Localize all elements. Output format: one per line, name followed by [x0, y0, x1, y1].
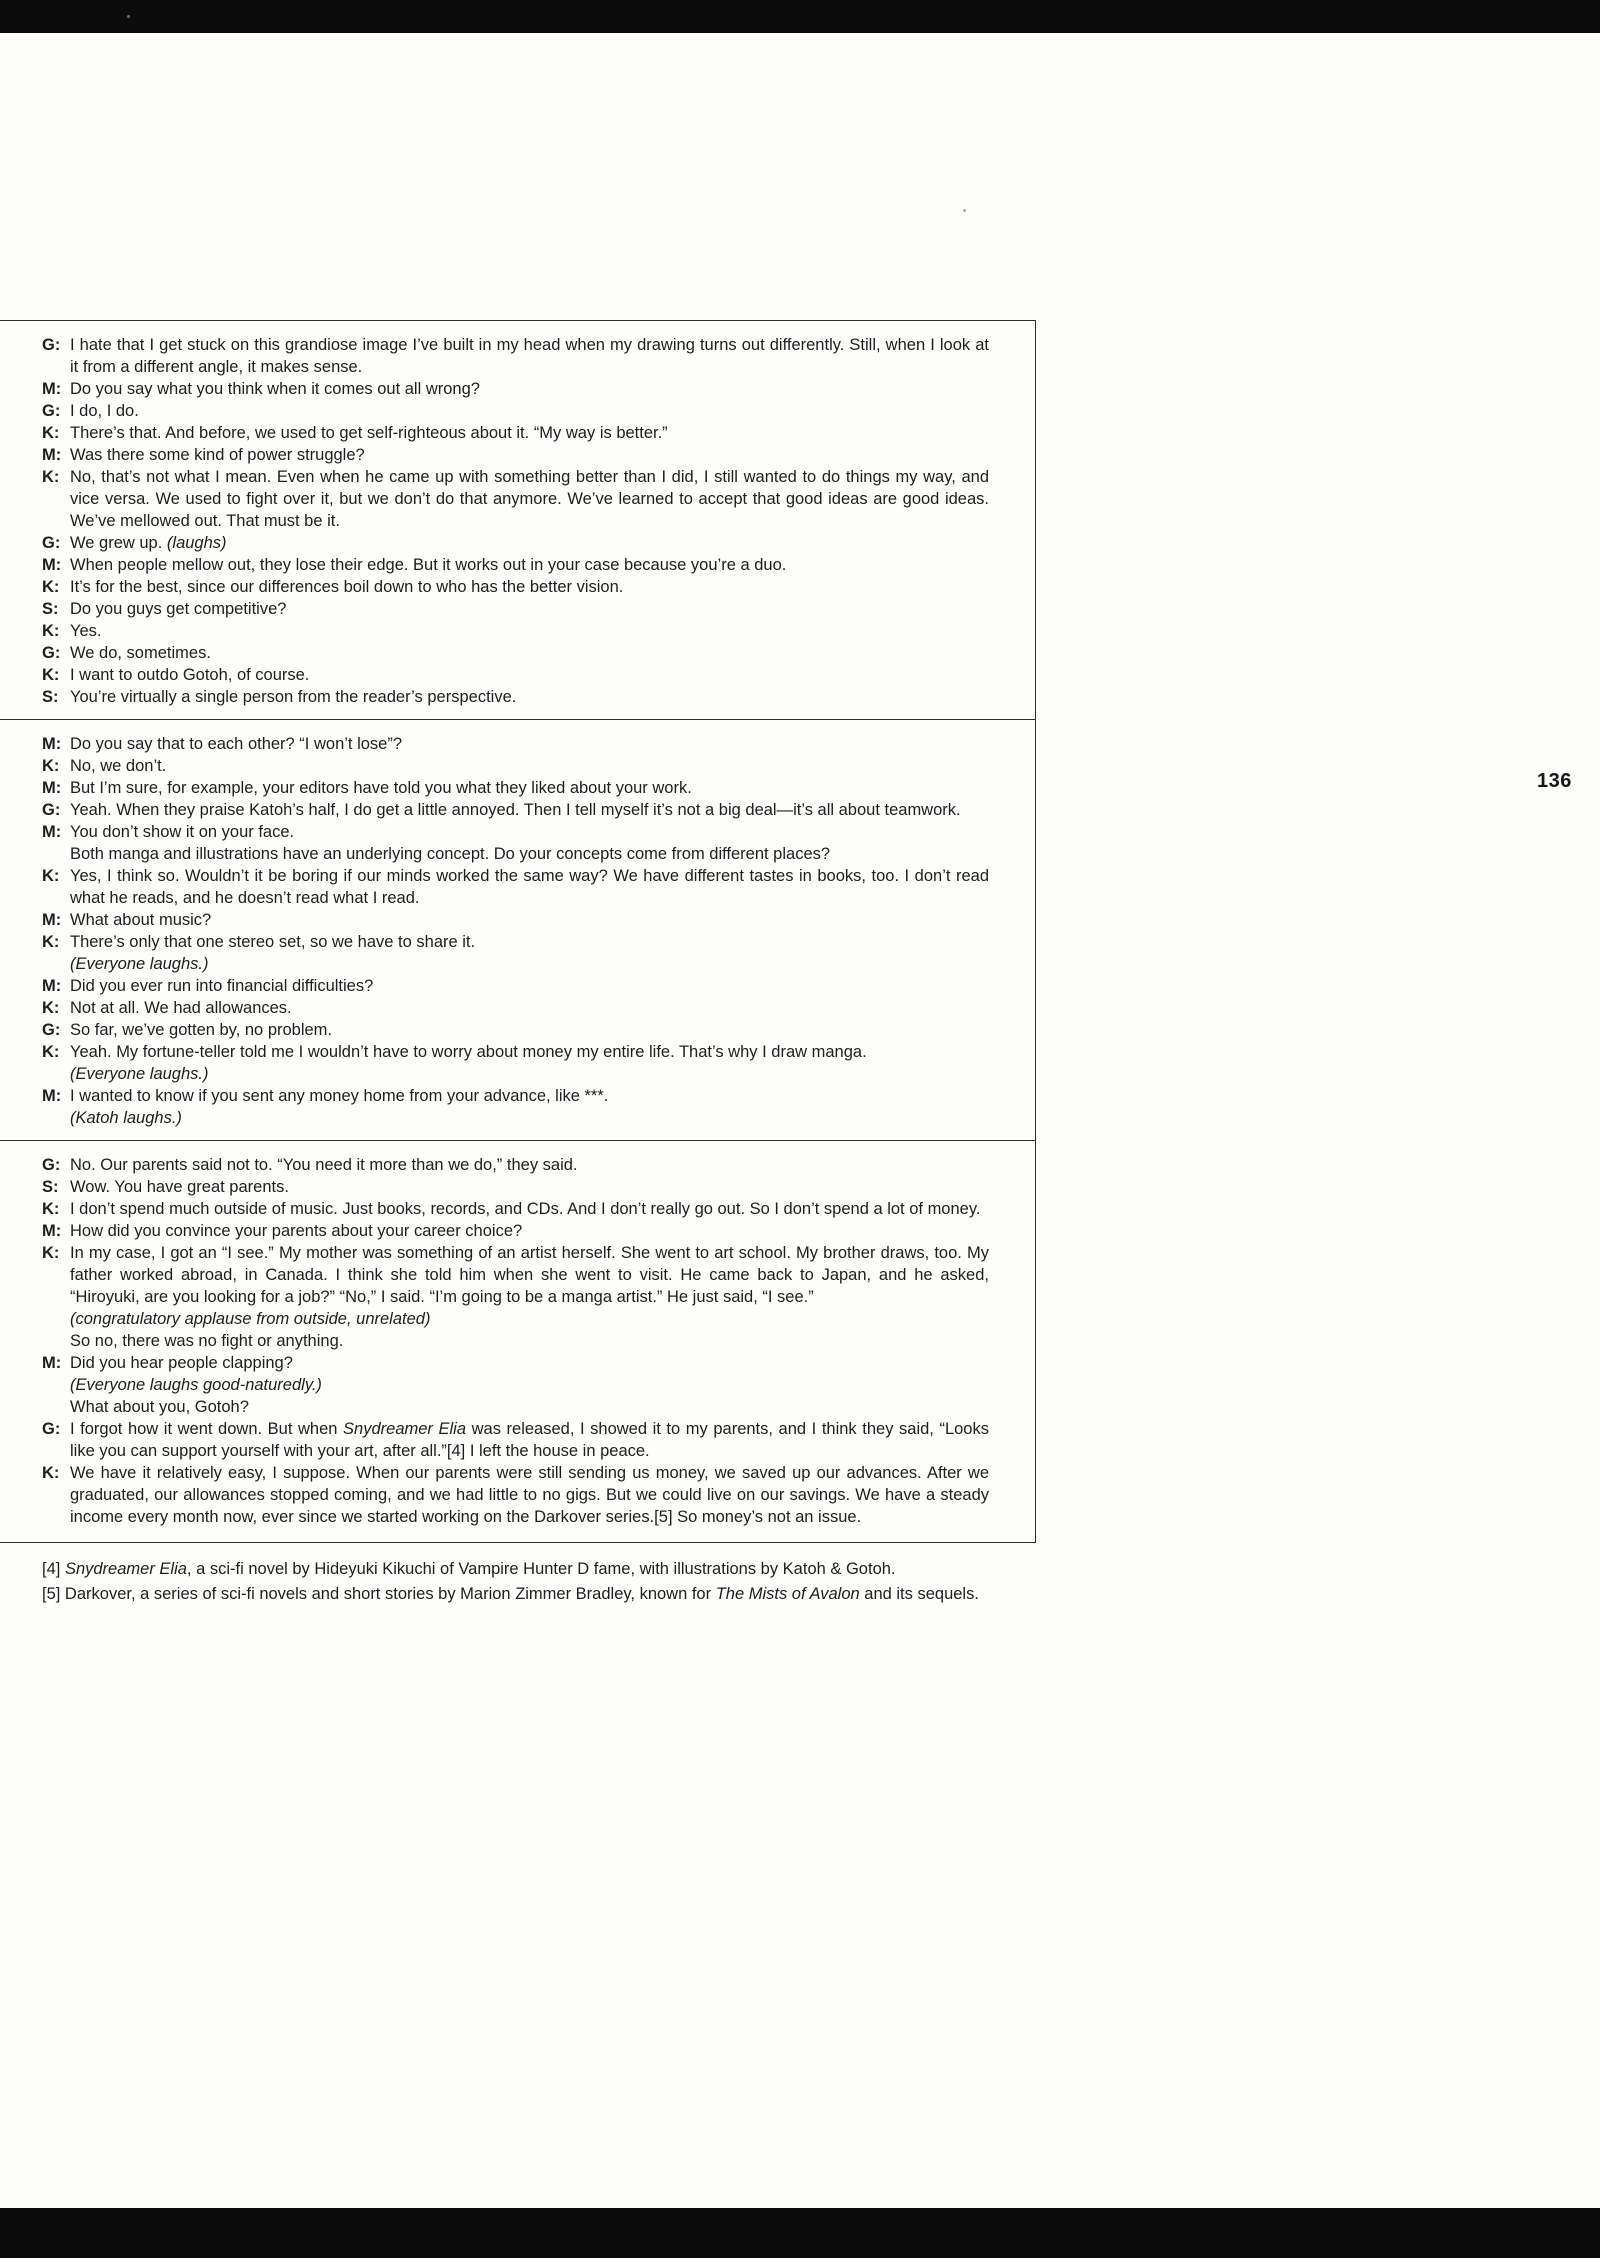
text-segment: So no, there was no fight or anything.: [70, 1332, 344, 1350]
text-segment: Yes, I think so. Wouldn’t it be boring if our minds worked the same way? We have different tastes in books, too. I don’t read what he reads, and he doesn’t read what I read.: [70, 867, 989, 907]
text-segment: You don’t show it on your face.: [70, 823, 295, 841]
speaker-label: K:: [42, 1464, 60, 1482]
dialogue-paragraph: [70, 997, 989, 1019]
text-segment: We grew up.: [70, 534, 167, 552]
text-segment: [5] Darkover, a series of sci-fi novels and short stories by Marion Zimmer Bradley, known for: [42, 1585, 716, 1603]
footnotes: [0, 1557, 1036, 1607]
dialogue-paragraph: [70, 642, 989, 664]
speaker-label: K:: [42, 1043, 60, 1061]
text-segment: , a sci-fi novel by Hideyuki Kikuchi of Vampire Hunter D fame, with illustrations by Katoh & Gotoh.: [186, 1560, 896, 1578]
speaker-label: G:: [42, 644, 61, 662]
speaker-label: G:: [42, 801, 61, 819]
text-segment: was released, I showed it to my parents, and I think they said, “Looks like you can support yourself with your art, after all.”[4] I left the house in peace.: [70, 1420, 989, 1460]
scan-artifact: [127, 15, 130, 18]
text-segment: You’re virtually a single person from the reader’s perspective.: [70, 688, 517, 706]
text-segment: But I’m sure, for example, your editors have told you what they liked about your work.: [70, 779, 692, 797]
speaker-label: S:: [42, 1178, 59, 1196]
speaker-label: M:: [42, 977, 62, 995]
text-segment: [4]: [42, 1560, 65, 1578]
text-segment: I forgot how it went down. But when: [70, 1420, 344, 1438]
speaker-label: K:: [42, 933, 60, 951]
dialogue-entry: [42, 466, 989, 532]
dialogue-paragraph: [70, 755, 989, 777]
dialogue-section: [0, 1140, 1035, 1542]
text-segment: Do you say that to each other? “I won’t lose”?: [70, 735, 403, 753]
text-segment: I wanted to know if you sent any money home from your advance, like ***.: [70, 1087, 609, 1105]
dialogue-paragraph: [70, 664, 989, 686]
dialogue-entry: [42, 975, 989, 997]
dialogue-paragraph: [70, 1418, 989, 1462]
text-segment: We do, sometimes.: [70, 644, 211, 662]
speaker-label: M:: [42, 823, 62, 841]
text-segment: Wow. You have great parents.: [70, 1178, 289, 1196]
dialogue-paragraph: [70, 799, 989, 821]
dialogue-entry: [42, 1154, 989, 1176]
dialogue-entry: [42, 422, 989, 444]
text-segment: When people mellow out, they lose their edge. But it works out in your case because you’re a duo.: [70, 556, 787, 574]
dialogue-entry: [42, 909, 989, 931]
dialogue-entry: [42, 642, 989, 664]
speaker-label: G:: [42, 336, 61, 354]
dialogue-paragraph: [70, 620, 989, 642]
dialogue-section: [0, 321, 1035, 719]
dialogue-paragraph: [70, 532, 989, 554]
speaker-label: M:: [42, 779, 62, 797]
text-segment: Was there some kind of power struggle?: [70, 446, 365, 464]
dialogue-entry: [42, 1462, 989, 1528]
footnote: [42, 1557, 1026, 1582]
text-segment: How did you convince your parents about your career choice?: [70, 1222, 523, 1240]
page-number: 136: [1537, 770, 1572, 792]
speaker-label: S:: [42, 688, 59, 706]
speaker-label: G:: [42, 1420, 61, 1438]
speaker-label: M:: [42, 556, 62, 574]
dialogue-entry: [42, 777, 989, 799]
italic-text-segment: (laughs): [166, 534, 227, 552]
text-segment: No, that’s not what I mean. Even when he came up with something better than I did, I still wanted to do things my way, and vice versa. We used to fight over it, but we don’t do that anymore. We’ve learned to accept that good ideas are good ideas. We’ve mellowed out. That must be it.: [70, 468, 989, 530]
dialogue-paragraph: [70, 1198, 989, 1220]
dialogue-paragraph: [70, 1462, 989, 1528]
speaker-label: M:: [42, 446, 62, 464]
scan-artifact: [963, 209, 966, 212]
text-segment: What about you, Gotoh?: [70, 1398, 249, 1416]
text-segment: In my case, I got an “I see.” My mother was something of an artist herself. She went to art school. My brother draws, too. My father worked abroad, in Canada. I think she told him when she went to visit. He came back to Japan, and he asked, “Hiroyuki, are you looking for a job?” “No,” I said. “I’m going to be a manga artist.” He just said, “I see.”: [70, 1244, 989, 1306]
text-segment: I do, I do.: [70, 402, 139, 420]
speaker-label: K:: [42, 666, 60, 684]
dialogue-entry: [42, 865, 989, 909]
dialogue-section: [0, 719, 1035, 1140]
scan-black-bar-top: [0, 0, 1600, 33]
text-segment: Do you say what you think when it comes out all wrong?: [70, 380, 480, 398]
dialogue-paragraph: [70, 953, 989, 975]
dialogue-entry: [42, 444, 989, 466]
dialogue-frame: [0, 320, 1036, 1543]
dialogue-paragraph: [70, 909, 989, 931]
dialogue-paragraph: [70, 576, 989, 598]
dialogue-paragraph: [70, 1374, 989, 1396]
dialogue-paragraph: [70, 975, 989, 997]
dialogue-paragraph: [70, 777, 989, 799]
dialogue-entry: [42, 799, 989, 821]
speaker-label: M:: [42, 911, 62, 929]
speaker-label: G:: [42, 402, 61, 420]
dialogue-entry: [42, 686, 989, 708]
italic-text-segment: (Everyone laughs good-naturedly.): [70, 1376, 322, 1394]
dialogue-entry: [42, 664, 989, 686]
dialogue-entry: [42, 400, 989, 422]
text-segment: There’s only that one stereo set, so we have to share it.: [70, 933, 476, 951]
dialogue-entry: [42, 1352, 989, 1418]
dialogue-paragraph: [70, 1041, 989, 1063]
dialogue-entry: [42, 576, 989, 598]
dialogue-paragraph: [70, 821, 989, 843]
text-segment: We have it relatively easy, I suppose. When our parents were still sending us money, we saved up our advances. After we graduated, our allowances stopped coming, and we had little to no gigs. But we could live on our savings. We have a steady income every month now, ever since we started working on the Darkover series.[5] So money’s not an issue.: [70, 1464, 989, 1526]
text-segment: So far, we’ve gotten by, no problem.: [70, 1021, 333, 1039]
dialogue-entry: [42, 1019, 989, 1041]
dialogue-paragraph: [70, 843, 989, 865]
text-segment: Yes.: [70, 622, 102, 640]
dialogue-entry: [42, 997, 989, 1019]
speaker-label: K:: [42, 999, 60, 1017]
dialogue-paragraph: [70, 554, 989, 576]
text-segment: Yeah. When they praise Katoh’s half, I do get a little annoyed. Then I tell myself it’s not a big deal—it’s all about teamwork.: [70, 801, 961, 819]
speaker-label: K:: [42, 424, 60, 442]
dialogue-paragraph: [70, 1107, 989, 1129]
text-segment: I hate that I get stuck on this grandiose image I’ve built in my head when my drawing turns out differently. Still, when I look at it from a different angle, it makes sense.: [70, 336, 989, 376]
dialogue-paragraph: [70, 865, 989, 909]
dialogue-paragraph: [70, 1242, 989, 1308]
dialogue-entry: [42, 1418, 989, 1462]
dialogue-paragraph: [70, 400, 989, 422]
italic-text-segment: Snydreamer Elia: [343, 1420, 467, 1438]
speaker-label: M:: [42, 1087, 62, 1105]
text-segment: There’s that. And before, we used to get self-righteous about it. “My way is better.”: [70, 424, 668, 442]
text-segment: No, we don’t.: [70, 757, 167, 775]
dialogue-paragraph: [70, 931, 989, 953]
text-segment: It’s for the best, since our differences boil down to who has the better vision.: [70, 578, 624, 596]
dialogue-entry: [42, 931, 989, 975]
dialogue-paragraph: [70, 1396, 989, 1418]
dialogue-entry: [42, 755, 989, 777]
text-segment: No. Our parents said not to. “You need it more than we do,” they said.: [70, 1156, 578, 1174]
scan-black-bar-bottom: [0, 2208, 1600, 2258]
footnote: [42, 1582, 1026, 1607]
dialogue-paragraph: [70, 378, 989, 400]
dialogue-entry: [42, 620, 989, 642]
dialogue-entry: [42, 334, 989, 378]
speaker-label: K:: [42, 622, 60, 640]
italic-text-segment: (Katoh laughs.): [70, 1109, 182, 1127]
text-segment: Yeah. My fortune-teller told me I wouldn’t have to worry about money my entire life. That’s why I draw manga.: [70, 1043, 867, 1061]
speaker-label: G:: [42, 1156, 61, 1174]
dialogue-paragraph: [70, 1085, 989, 1107]
dialogue-entry: [42, 1242, 989, 1352]
text-segment: Do you guys get competitive?: [70, 600, 287, 618]
dialogue-entry: [42, 821, 989, 865]
speaker-label: S:: [42, 600, 59, 618]
dialogue-paragraph: [70, 1063, 989, 1085]
dialogue-entry: [42, 1041, 989, 1085]
text-segment: Both manga and illustrations have an underlying concept. Do your concepts come from different places?: [70, 845, 831, 863]
dialogue-paragraph: [70, 686, 989, 708]
dialogue-entry: [42, 1198, 989, 1220]
dialogue-paragraph: [70, 733, 989, 755]
speaker-label: K:: [42, 468, 60, 486]
dialogue-entry: [42, 532, 989, 554]
text-segment: What about music?: [70, 911, 212, 929]
dialogue-paragraph: [70, 466, 989, 532]
dialogue-paragraph: [70, 1154, 989, 1176]
speaker-label: K:: [42, 1200, 60, 1218]
dialogue-paragraph: [70, 444, 989, 466]
speaker-label: K:: [42, 867, 60, 885]
dialogue-paragraph: [70, 1220, 989, 1242]
dialogue-paragraph: [70, 1352, 989, 1374]
italic-text-segment: (Everyone laughs.): [70, 955, 209, 973]
dialogue-entry: [42, 598, 989, 620]
dialogue-paragraph: [70, 1330, 989, 1352]
dialogue-paragraph: [70, 1019, 989, 1041]
dialogue-entry: [42, 733, 989, 755]
speaker-label: M:: [42, 380, 62, 398]
speaker-label: G:: [42, 1021, 61, 1039]
dialogue-entry: [42, 1220, 989, 1242]
dialogue-paragraph: [70, 1176, 989, 1198]
speaker-label: K:: [42, 757, 60, 775]
text-segment: and its sequels.: [859, 1585, 979, 1603]
dialogue-paragraph: [70, 1308, 989, 1330]
text-segment: I don’t spend much outside of music. Just books, records, and CDs. And I don’t really go out. So I don’t spend a lot of money.: [70, 1200, 981, 1218]
text-segment: Not at all. We had allowances.: [70, 999, 292, 1017]
italic-text-segment: Snydreamer Elia: [64, 1560, 187, 1578]
dialogue-entry: [42, 378, 989, 400]
page-content: [0, 320, 1036, 1607]
text-segment: Did you ever run into financial difficulties?: [70, 977, 374, 995]
dialogue-entry: [42, 554, 989, 576]
text-segment: I want to outdo Gotoh, of course.: [70, 666, 310, 684]
italic-text-segment: The Mists of Avalon: [715, 1585, 860, 1603]
dialogue-entry: [42, 1176, 989, 1198]
speaker-label: M:: [42, 1354, 62, 1372]
dialogue-paragraph: [70, 334, 989, 378]
speaker-label: K:: [42, 1244, 60, 1262]
dialogue-entry: [42, 1085, 989, 1129]
italic-text-segment: (Everyone laughs.): [70, 1065, 209, 1083]
speaker-label: M:: [42, 735, 62, 753]
italic-text-segment: (congratulatory applause from outside, unrelated): [70, 1310, 431, 1328]
dialogue-paragraph: [70, 598, 989, 620]
dialogue-paragraph: [70, 422, 989, 444]
text-segment: Did you hear people clapping?: [70, 1354, 293, 1372]
speaker-label: G:: [42, 534, 61, 552]
speaker-label: K:: [42, 578, 60, 596]
speaker-label: M:: [42, 1222, 62, 1240]
